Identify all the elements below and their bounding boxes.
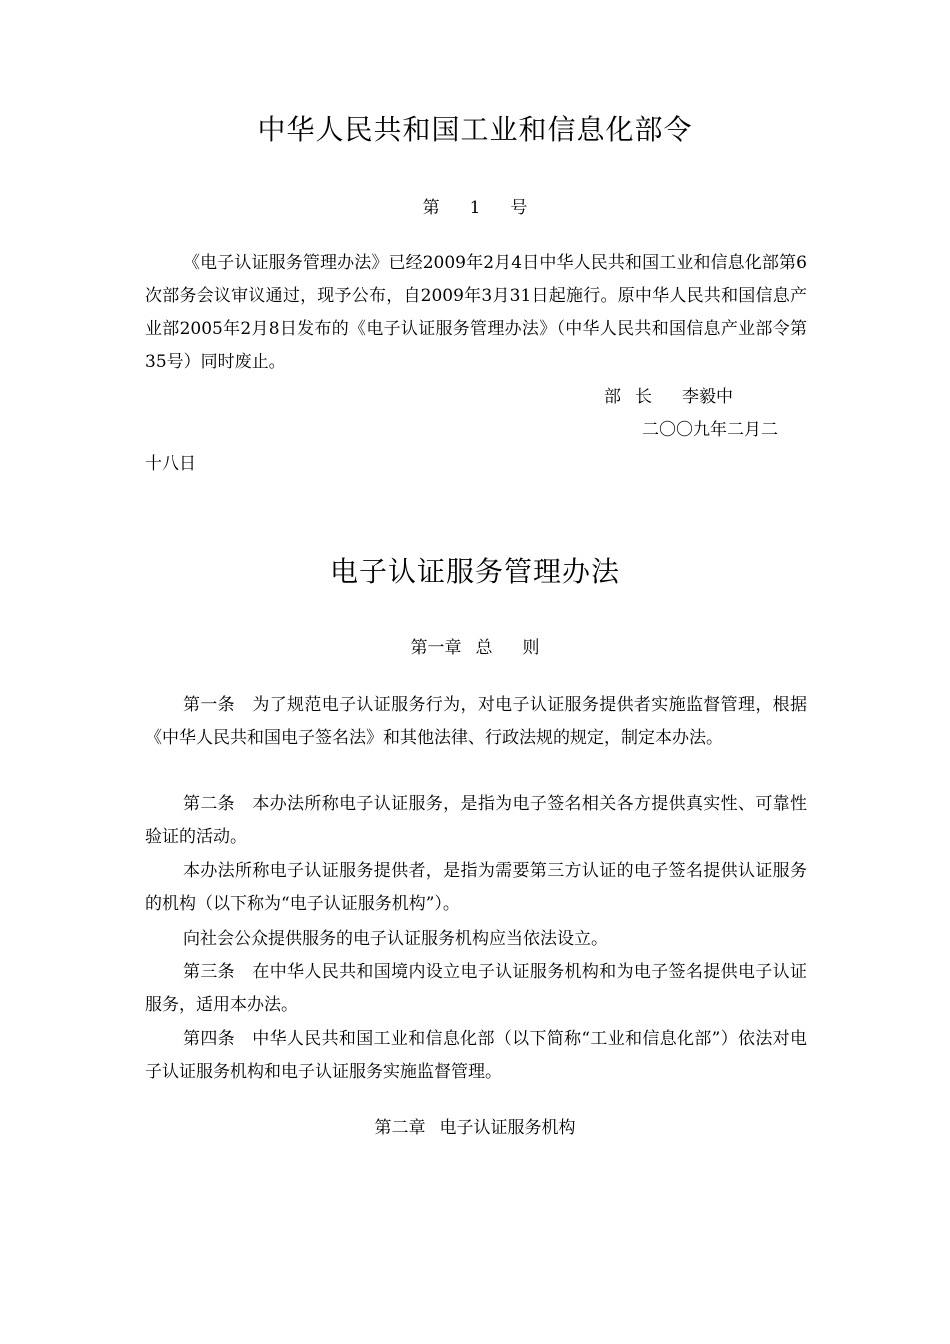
article-4: 第四条 中华人民共和国工业和信息化部（以下简称“工业和信息化部”）依法对电子认证服务机构和电子认证服务实施监督管理。 bbox=[145, 1029, 807, 1082]
article-2: 第二条 本办法所称电子认证服务，是指为电子签名相关各方提供真实性、可靠性验证的活动。 bbox=[145, 794, 807, 847]
signer-title-a: 部 bbox=[604, 387, 621, 407]
decree-number-value: 1 bbox=[469, 198, 481, 218]
regulation-title: 电子认证服务管理办法 bbox=[329, 555, 620, 588]
chapter-1-heading bbox=[0, 636, 950, 660]
signer-title-b: 长 bbox=[635, 387, 652, 407]
decree-title: 中华人民共和国工业和信息化部令 bbox=[257, 113, 693, 146]
chapter-2-label: 第二章 bbox=[374, 1118, 426, 1138]
decree-number bbox=[0, 196, 950, 220]
decree-number-suffix: 号 bbox=[510, 198, 528, 218]
article-3: 第三条 在中华人民共和国境内设立电子认证服务机构和为电子签名提供电子认证服务，适用本办法。 bbox=[145, 962, 807, 1015]
decree-body: 《电子认证服务管理办法》已经2009年2月4日中华人民共和国工业和信息化部第6次部务会议审议通过，现予公布，自2009年3月31日起施行。原中华人民共和国信息产业部2005年2月8日发布的《电子认证服务管理办法》（中华人民共和国信息产业部令第35号）同时废止。 bbox=[145, 253, 807, 372]
article-2-para-3: 向社会公众提供服务的电子认证服务机构应当依法设立。 bbox=[183, 929, 608, 949]
signer-name: 李毅中 bbox=[682, 387, 733, 407]
signer bbox=[604, 385, 733, 409]
decree-date-line1: 二〇〇九年二月二 bbox=[642, 420, 778, 440]
chapter-2-name: 电子认证服务机构 bbox=[439, 1118, 576, 1138]
decree-number-prefix: 第 bbox=[422, 198, 440, 218]
article-2-para-2: 本办法所称电子认证服务提供者，是指为需要第三方认证的电子签名提供认证服务的机构（以下称为“电子认证服务机构”）。 bbox=[145, 861, 807, 914]
chapter-2-heading bbox=[0, 1116, 950, 1140]
article-1: 第一条 为了规范电子认证服务行为，对电子认证服务提供者实施监督管理，根据《中华人民共和国电子签名法》和其他法律、行政法规的规定，制定本办法。 bbox=[145, 695, 807, 748]
chapter-1-name-b: 则 bbox=[522, 638, 540, 658]
chapter-1-name-a: 总 bbox=[475, 638, 493, 658]
decree-date-line2: 十八日 bbox=[145, 454, 196, 474]
chapter-1-label: 第一章 bbox=[410, 638, 462, 658]
